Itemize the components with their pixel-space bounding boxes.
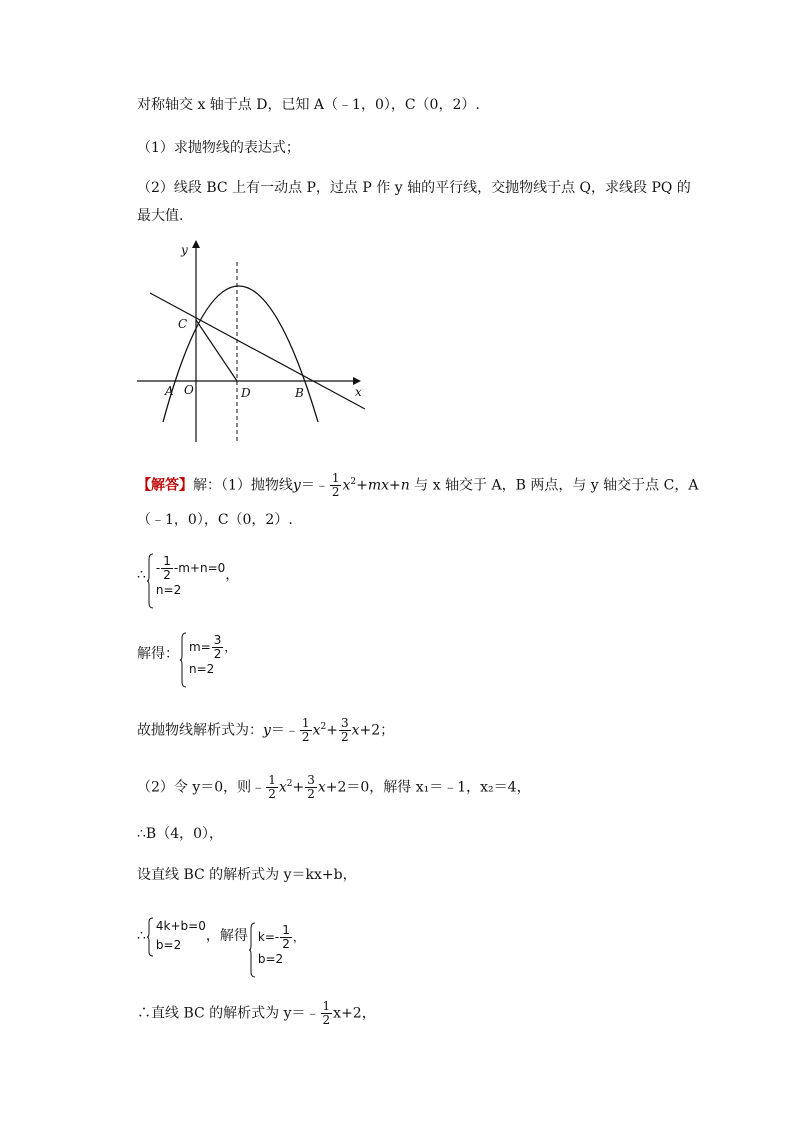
point-b: ∴B（4，0）， xyxy=(137,826,224,842)
question-2-line-2: 最大值. xyxy=(137,208,184,224)
brace-icon xyxy=(146,917,154,957)
label-b: B xyxy=(295,386,304,400)
solution-line-2: （﹣1，0），C（0，2）. xyxy=(137,512,293,528)
y-axis-arrow xyxy=(192,240,200,248)
label-d: D xyxy=(241,386,251,400)
brace-icon xyxy=(146,553,154,609)
solution-s1b: 与 x 轴交于 A，B 两点，与 y 轴交于点 C，A xyxy=(414,477,699,494)
parabola-figure xyxy=(135,234,375,449)
label-y: y xyxy=(181,243,188,257)
question-1: （1）求抛物线的表达式； xyxy=(137,140,300,156)
part-2-equation: （2）令 y＝0，则﹣ $\frac{1}{2}$ $x^2+$ $\frac{3}{2}$ x+2＝0，解得 x₁＝﹣1，x₂＝4， xyxy=(137,773,531,801)
line-bc xyxy=(150,293,365,409)
problem-line-1: 对称轴交 x 轴于点 D，已知 A（﹣1，0），C（0，2）. xyxy=(137,97,480,113)
parabola-curve xyxy=(163,286,318,422)
parabola-expression: 故抛物线解析式为：y＝﹣ $\frac{1}{2}$ $x^2+$ $\frac{3}{2}$ x+2； xyxy=(137,716,395,744)
label-c: C xyxy=(178,317,188,331)
system-3-4: ∴ 4k+b=0 b=2 ，解得 k=- $\frac{1}{2}$ ， b=2 xyxy=(137,914,305,958)
question-2-line-1: （2）线段 BC 上有一动点 P，过点 P 作 y 轴的平行线，交抛物线于点 Q，求线段 PQ 的 xyxy=(137,180,691,196)
line-bc-setup: 设直线 BC 的解析式为 y＝kx+b， xyxy=(137,867,357,883)
brace-icon xyxy=(248,922,256,978)
x-axis-arrow xyxy=(353,377,361,385)
fraction-half: $\frac{1}{2}$ xyxy=(331,471,340,499)
line-bc-result: ∴直线 BC 的解析式为 y＝﹣ $\frac{1}{2}$ x+2， xyxy=(137,999,376,1027)
label-o: O xyxy=(184,383,194,397)
solution-s1a: 解：（1）抛物线 xyxy=(193,477,293,494)
answer-tag: 【解答】 xyxy=(137,477,193,494)
brace-icon xyxy=(179,632,187,688)
solution-line-1: 【解答】解：（1）抛物线y＝﹣ $\frac{1}{2}$ $x^2+mx+n$ 与 x 轴交于 A，B 两点，与 y 轴交于点 C，A xyxy=(137,471,699,499)
system-2: 解得： m= $\frac{3}{2}$ ， n=2 xyxy=(137,632,236,676)
label-a: A xyxy=(165,384,174,398)
system-1: ∴ - $\frac{1}{2}$ -m+n=0 n=2 ， xyxy=(137,553,239,597)
label-x: x xyxy=(355,385,362,399)
